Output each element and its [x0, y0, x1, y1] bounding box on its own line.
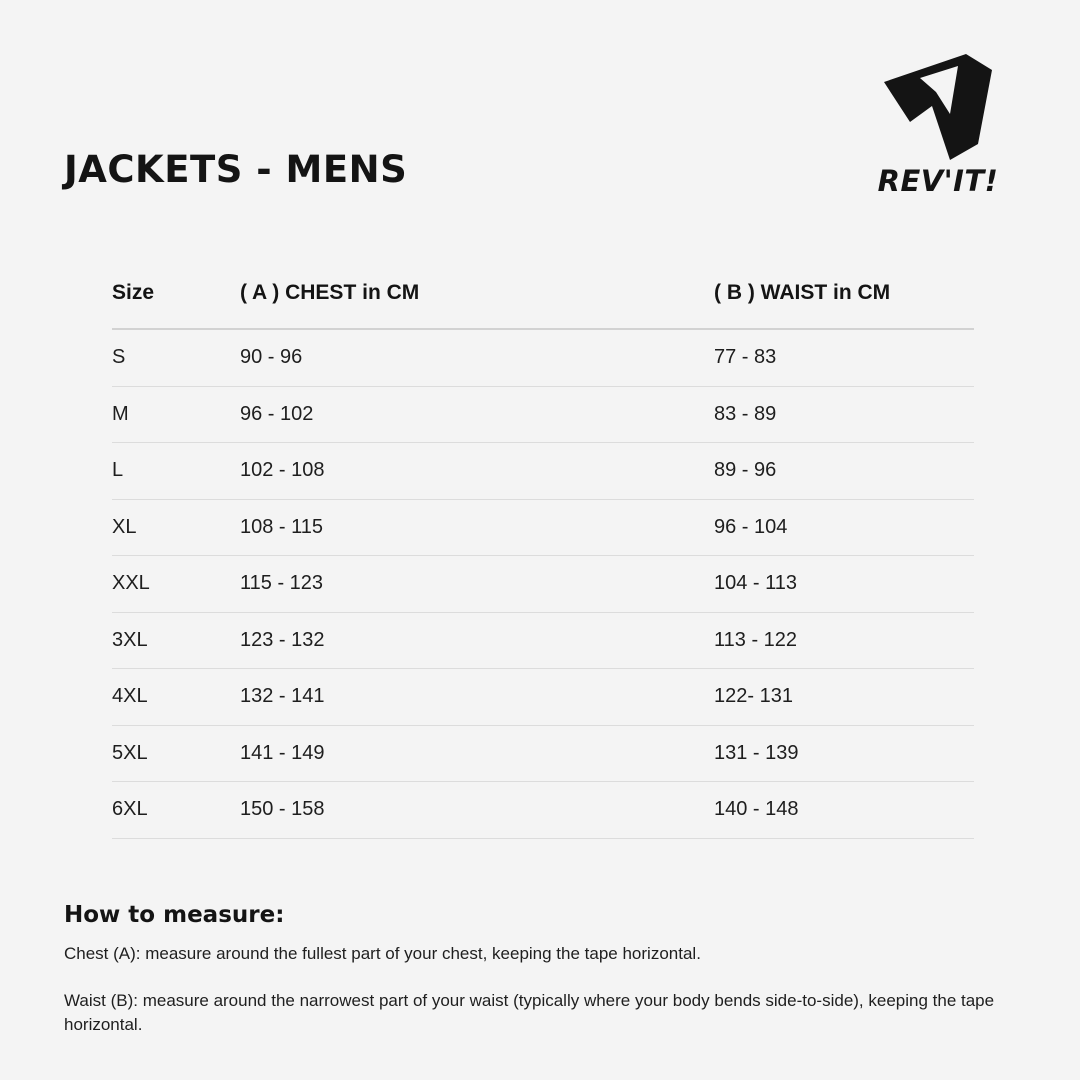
cell-waist: 122- 131 — [714, 685, 793, 708]
cell-chest: 141 - 149 — [240, 741, 325, 764]
cell-size: 3XL — [112, 628, 148, 651]
table-row — [112, 499, 974, 556]
cell-chest: 132 - 141 — [240, 685, 325, 708]
how-to-measure-section — [64, 902, 1016, 1038]
brand-logo — [858, 48, 1018, 198]
cell-chest: 102 - 108 — [240, 459, 325, 482]
cell-chest: 115 - 123 — [240, 572, 324, 595]
cell-size: L — [112, 459, 124, 482]
column-header-size: Size — [112, 281, 155, 304]
size-table — [112, 262, 974, 839]
table-row — [112, 725, 974, 782]
cell-size: 4XL — [112, 685, 148, 708]
cell-size: M — [112, 402, 129, 425]
cell-waist: 96 - 104 — [714, 515, 788, 538]
cell-waist: 89 - 96 — [714, 459, 777, 482]
table-body — [112, 329, 974, 838]
cell-size: 6XL — [112, 798, 148, 821]
cell-waist: 77 - 83 — [714, 346, 777, 369]
how-to-measure-heading: How to measure: — [64, 902, 285, 928]
cell-chest: 90 - 96 — [240, 346, 303, 369]
table-row — [112, 782, 974, 839]
table-row — [112, 443, 974, 500]
table-row — [112, 669, 974, 726]
table-header-row — [112, 262, 974, 329]
cell-waist: 104 - 113 — [714, 572, 798, 595]
cell-size: S — [112, 346, 126, 369]
cell-waist: 140 - 148 — [714, 798, 799, 821]
cell-chest: 108 - 115 — [240, 515, 324, 538]
column-header-waist: ( B ) WAIST in CM — [714, 281, 891, 304]
table-header — [112, 262, 974, 329]
cell-size: XL — [112, 515, 137, 538]
cell-size: XXL — [112, 572, 150, 595]
table-row — [112, 612, 974, 669]
cell-waist: 131 - 139 — [714, 741, 799, 764]
revit-chevron-logo-icon — [858, 48, 1018, 163]
cell-size: 5XL — [112, 741, 148, 764]
column-header-chest: ( A ) CHEST in CM — [240, 281, 420, 304]
cell-waist: 113 - 122 — [714, 628, 798, 651]
table-row — [112, 556, 974, 613]
cell-chest: 150 - 158 — [240, 798, 325, 821]
chest-measure-note: Chest (A): measure around the fullest part of your chest, keeping the tape horizontal. — [64, 944, 701, 963]
cell-chest: 123 - 132 — [240, 628, 325, 651]
waist-measure-note: Waist (B): measure around the narrowest part of your waist (typically where your body bends side-to-side), keeping the tape horizontal. — [64, 990, 995, 1035]
cell-waist: 83 - 89 — [714, 402, 777, 425]
table-row — [112, 329, 974, 386]
table-row — [112, 386, 974, 443]
cell-chest: 96 - 102 — [240, 402, 314, 425]
page-title: JACKETS - MENS — [64, 148, 408, 191]
size-table-container — [112, 262, 974, 839]
brand-wordmark: REV'IT! — [877, 164, 999, 198]
